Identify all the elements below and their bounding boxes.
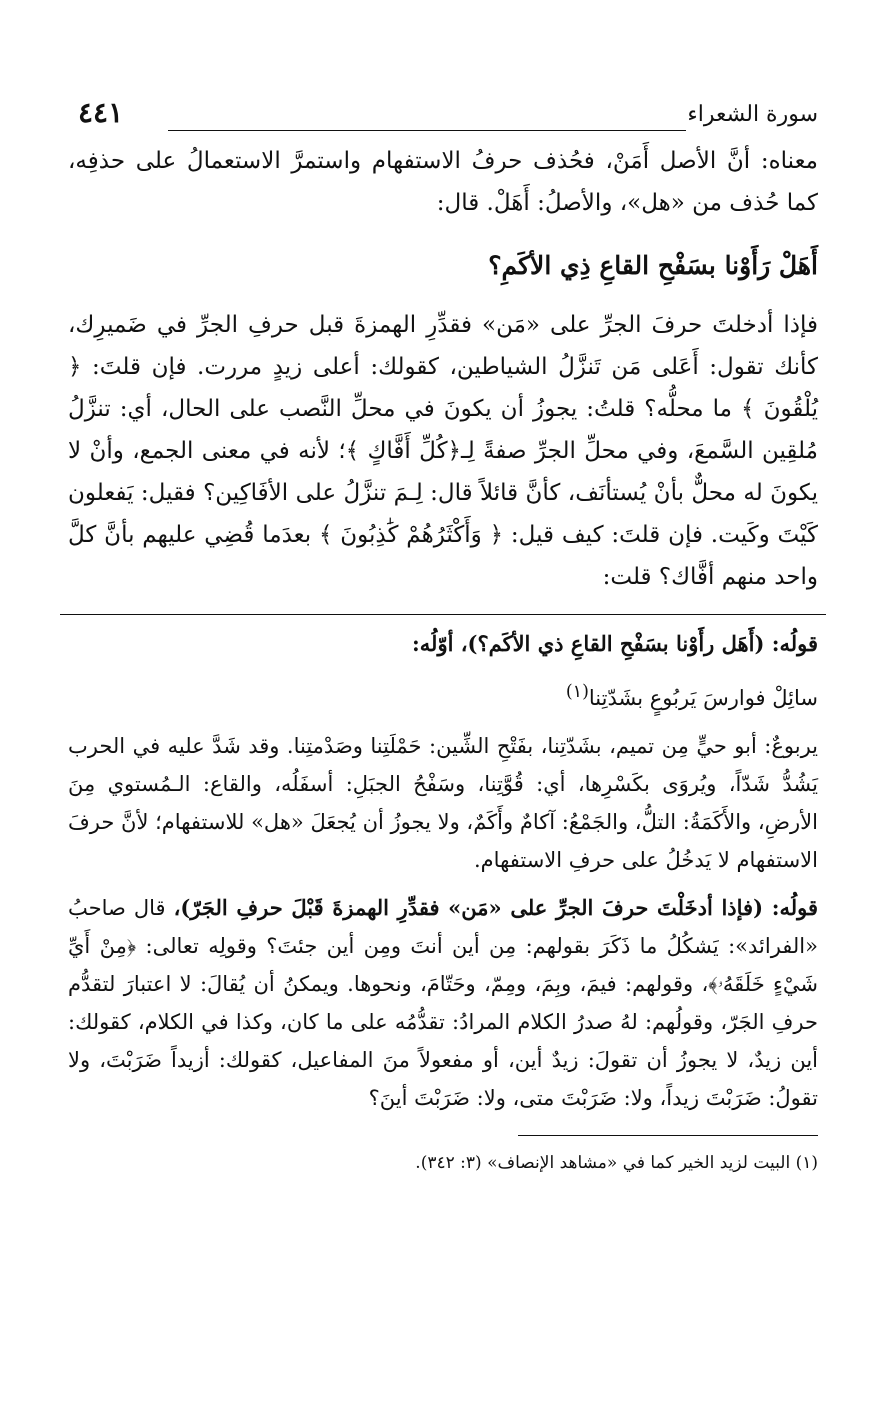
commentary-1-hemistich — [68, 673, 818, 717]
footnote: (١) البيت لزيد الخير كما في «مشاهد الإنصاف» (٣: ٣٤٢). — [415, 1153, 818, 1173]
commentary-separator — [60, 614, 826, 615]
hemistich-text: سائِلْ فوارسَ يَربُوعٍ بشَدّتِنا — [588, 686, 818, 710]
page — [68, 92, 818, 1178]
main-text — [68, 140, 818, 598]
running-header — [68, 92, 818, 140]
footnote-rule — [518, 1135, 818, 1136]
main-paragraph-2: فإذا أدخلتَ حرفَ الجرِّ على «مَن» فقدِّرِ الهمزةَ قبل حرفِ الجرِّ في ضَميرِك، كأنك تقول: أَعَلى مَن تَنزَّلُ الشياطين، كقولك: أعلى زيدٍ مررت. فإن قلتَ: ﴿ يُلْقُونَ ﴾ ما محلُّه؟ قلتُ: يجوزُ أن يكونَ في محلِّ النَّصب على الحال، أي: تنزَّلُ مُلقِين السَّمعَ، وفي محلِّ الجرِّ صفةً لِـ﴿كُلِّ أَفَّاكٍ ﴾؛ لأنه في معنى الجمع، وأنْ لا يكونَ له محلٌّ بأنْ يُستأنَف، كأنَّ قائلاً قال: لِـمَ تنزَّلُ على الأفَاكِين؟ فقيل: يَفعلون كَيْتَ وكَيت. فإن قلتَ: كيف قيل: ﴿ وَأَكْثَرُهُمْ كَٰذِبُونَ ﴾ بعدَما قُضِي عليهم بأنَّ كلَّ واحد منهم أفَّاك؟ قلت: — [68, 312, 818, 590]
commentary-2-body: قال صاحبُ «الفرائد»: يَشكُلُ ما ذَكَرَ بقولهم: مِن أين أنتَ ومِن أين جئتَ؟ وقولِه تعالى: ﴿مِنْ أَيِّ شَيْءٍ خَلَقَهُۥ﴾، وقولهم: فيمَ، وبِمَ، ومِمّ، وحَتّامَ، ونحوها. ويمكنُ أن يُقالَ: لا اعتبارَ لتقدُّم حرفِ الجَرّ، وقولُهم: لهُ صدرُ الكلام المرادُ: تقدُّمُه على ما كان، وكذا في الكلام، كقولك: أين زيدٌ، لا يجوزُ أن تقولَ: زيدٌ أين، أو مفعولاً منَ المفاعيل، كقولك: أزيداً ضَرَبْتَ، ولا تقولُ: ضَرَبْتَ زيداً، ولا: ضَرَبْتَ متى، ولا: ضَرَبْتَ أينَ؟ — [68, 896, 818, 1110]
footnote-marker: (١) — [565, 682, 589, 702]
surah-title: سورة الشعراء — [687, 102, 818, 127]
commentary — [68, 625, 818, 1117]
commentary-1-body: يربوعٌ: أبو حيٍّ مِن تميم، بشَدّتِنا، بفَتْحِ الشِّين: حَمْلَتِنا وصَدْمتِنا. وقد شَدَّ عليه في الحرب يَشُدُّ شَدّاً، ويُروَى بكَسْرِها، أي: قُوَّتِنا، وسَفْحُ الجبَلِ: أسفَلُه، والقاع: الـمُستوي مِنَ الأرضِ، والأَكَمَةُ: التلُّ، والجَمْعُ: آكامٌ وأَكَمٌ، ولا يجوزُ أن يُجعَلَ «هل» للاستفهام؛ لأنَّ حرفَ الاستفهام لا يَدخُلُ على حرفِ الاستفهام. — [68, 734, 818, 872]
commentary-2-heading: قولُه: (فإذا أدخَلْتَ حرفَ الجرِّ على «مَن» فقدِّرِ الهمزةَ قَبْلَ حرفِ الجَرّ)، — [173, 895, 819, 920]
commentary-2 — [68, 889, 818, 1117]
main-paragraph-1: معناه: أنَّ الأصل أَمَنْ، فحُذف حرفُ الاستفهام واستمرَّ الاستعمالُ على حذفِه، كما حُذف من «هل»، والأصلُ: أَهَلْ. قال: — [68, 148, 818, 216]
poetry-verse: أَهَلْ رَأَوْنا بسَفْحِ القاعِ ذِي الأكَمِ؟ — [488, 251, 818, 280]
commentary-1-heading: قولُه: (أَهَل رأَوْنا بسَفْحِ القاعِ ذي الأكَم؟)، أوّلُه: — [412, 631, 818, 656]
header-rule — [168, 130, 686, 131]
page-number: ٤٤١ — [78, 96, 124, 129]
